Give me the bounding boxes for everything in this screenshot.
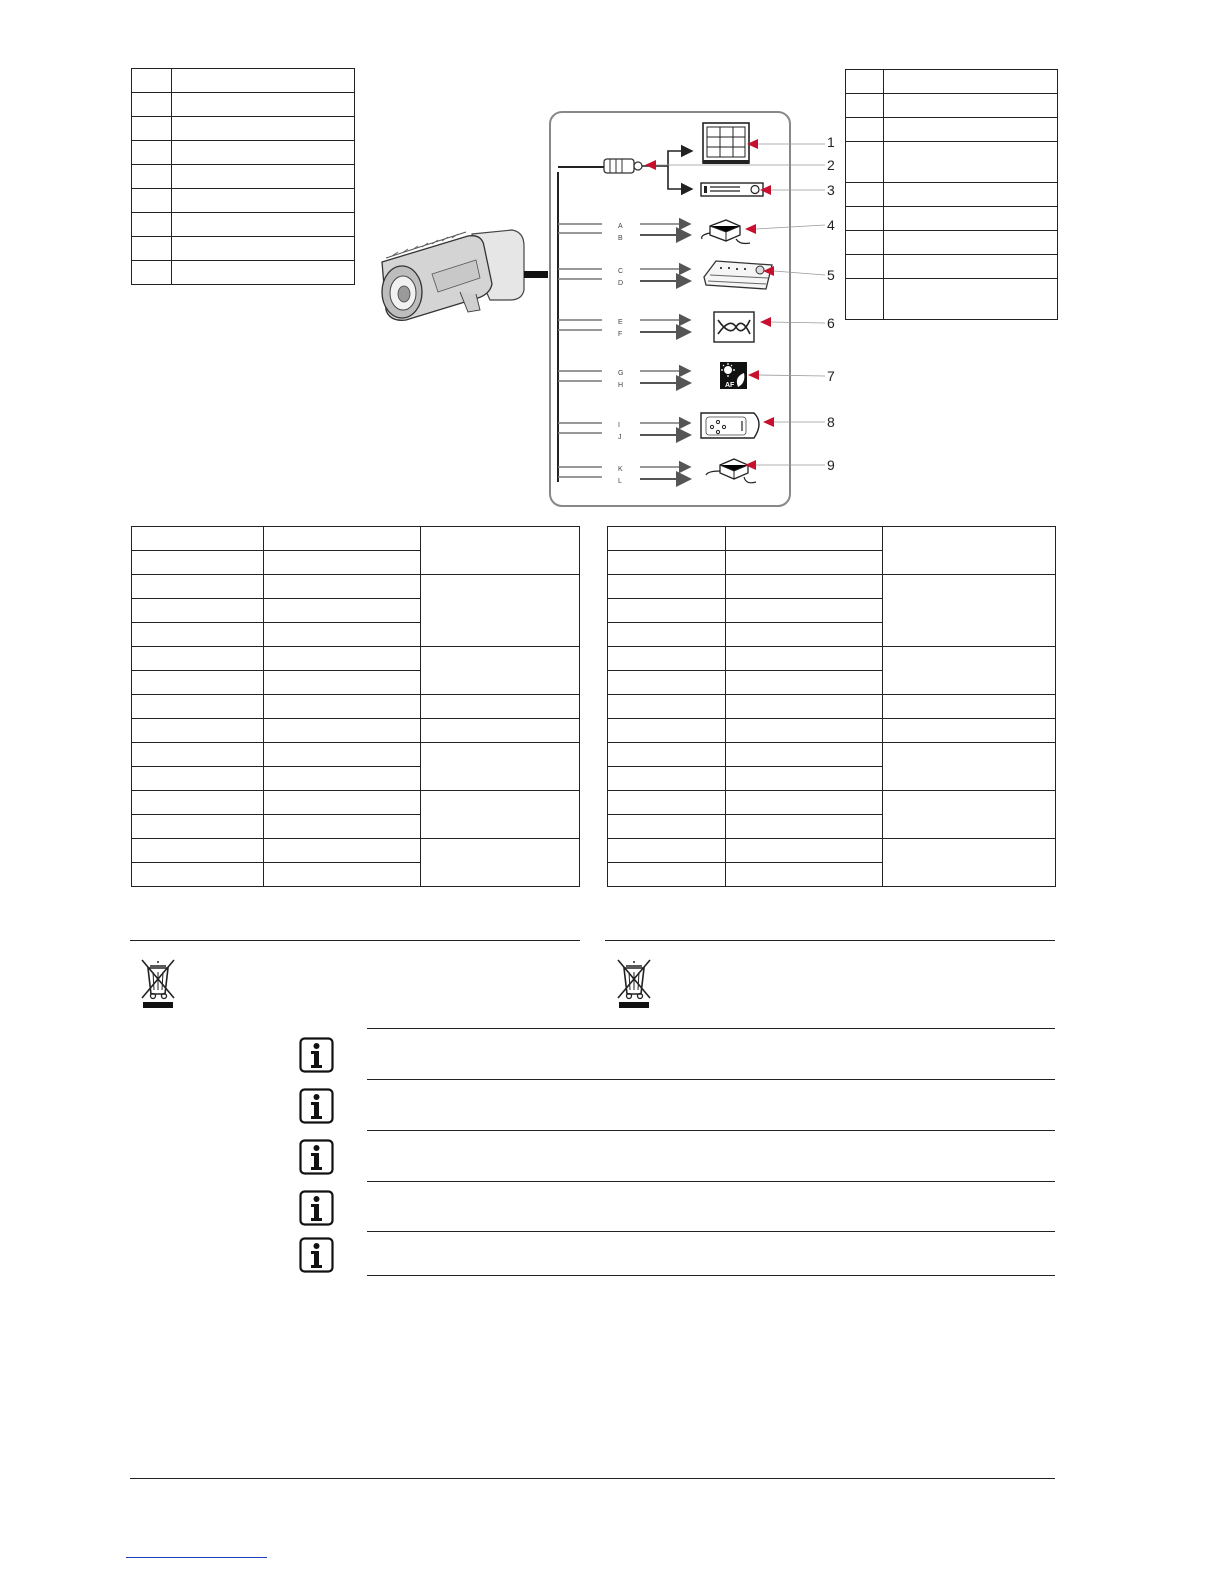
legend-cell: [883, 94, 1057, 118]
footer-divider: [130, 1478, 1055, 1479]
pin-cell: [263, 791, 421, 815]
pin-table-right: [607, 526, 1056, 887]
divider: [367, 1231, 1055, 1232]
legend-cell: [846, 70, 884, 94]
legend-cell: [132, 93, 172, 117]
pin-cell: [263, 623, 421, 647]
pin-cell: [263, 551, 421, 575]
legend-cell: [171, 213, 354, 237]
pin-cell: [725, 647, 883, 671]
pin-cell: [132, 791, 264, 815]
pin-cell: [263, 815, 421, 839]
legend-cell: [132, 141, 172, 165]
wire-letter: E: [618, 319, 623, 326]
legend-cell: [883, 183, 1057, 207]
weee-bin-icon: [138, 956, 178, 1010]
callout-number: 2: [827, 157, 835, 173]
bnc-connector-icon: [604, 159, 642, 173]
pin-group-cell: [421, 743, 580, 791]
legend-cell: [883, 207, 1057, 231]
pin-cell: [263, 863, 421, 887]
pin-cell: [263, 695, 421, 719]
pin-cell: [725, 839, 883, 863]
pin-cell: [263, 839, 421, 863]
legend-cell: [171, 69, 354, 93]
pin-cell: [263, 527, 421, 551]
wire-pair-kl: [558, 467, 690, 479]
legend-cell: [883, 118, 1057, 142]
legend-table-left: [131, 68, 355, 285]
pin-cell: [725, 815, 883, 839]
pin-cell: [725, 671, 883, 695]
pin-cell: [725, 719, 883, 743]
pin-group-cell: [421, 695, 580, 719]
pin-cell: [132, 599, 264, 623]
pin-cell: [132, 623, 264, 647]
pin-cell: [725, 791, 883, 815]
wire-pair-ij: [558, 423, 690, 435]
legend-cell: [171, 93, 354, 117]
wire-pair-cd: [558, 269, 690, 281]
pin-cell: [725, 695, 883, 719]
callout-number: 5: [827, 267, 835, 283]
callout-number: 7: [827, 368, 835, 384]
info-icon: [299, 1037, 334, 1073]
legend-cell: [883, 255, 1057, 279]
pin-cell: [132, 551, 264, 575]
pin-group-cell: [421, 791, 580, 839]
pin-cell: [132, 647, 264, 671]
pin-cell: [608, 791, 726, 815]
wire-letter: K: [618, 466, 623, 473]
pin-cell: [132, 575, 264, 599]
callout-number: 6: [827, 315, 835, 331]
pin-cell: [608, 863, 726, 887]
legend-cell: [883, 142, 1057, 183]
pin-group-cell: [883, 575, 1056, 647]
pin-cell: [608, 743, 726, 767]
wire-letter: A: [618, 223, 623, 230]
callout-number: 3: [827, 182, 835, 198]
remote-control-icon: [701, 413, 759, 438]
pin-cell: [725, 551, 883, 575]
pin-cell: [725, 527, 883, 551]
wire-letter: I: [618, 422, 620, 429]
legend-cell: [171, 165, 354, 189]
wire-pair-ef: [558, 320, 690, 332]
bullet-camera-icon: [372, 222, 552, 332]
pin-group-cell: [883, 647, 1056, 695]
pin-cell: [608, 647, 726, 671]
wire-letter: H: [618, 382, 624, 389]
pin-cell: [132, 695, 264, 719]
pin-cell: [725, 599, 883, 623]
pin-cell: [132, 527, 264, 551]
svg-text:AF: AF: [725, 382, 735, 389]
divider: [367, 1079, 1055, 1080]
legend-cell: [171, 261, 354, 285]
dvr-recorder-icon: [701, 183, 763, 196]
callout-number: 4: [827, 217, 835, 233]
divider: [367, 1130, 1055, 1131]
divider: [130, 940, 580, 941]
legend-cell: [883, 279, 1057, 320]
pin-cell: [132, 767, 264, 791]
callout-number: 8: [827, 414, 835, 430]
pin-group-cell: [421, 575, 580, 647]
pin-cell: [608, 839, 726, 863]
pin-cell: [263, 647, 421, 671]
wire-letter: G: [618, 370, 624, 377]
legend-cell: [132, 69, 172, 93]
pin-cell: [608, 575, 726, 599]
legend-cell: [132, 189, 172, 213]
pin-cell: [725, 743, 883, 767]
pin-cell: [608, 767, 726, 791]
pin-cell: [263, 767, 421, 791]
pin-cell: [608, 719, 726, 743]
pin-cell: [725, 623, 883, 647]
data-wave-icon: [714, 312, 754, 342]
info-icon: [299, 1088, 334, 1124]
pin-cell: [608, 671, 726, 695]
divider: [605, 940, 1055, 941]
pin-table-left: [131, 526, 580, 887]
legend-cell: [132, 237, 172, 261]
pin-group-cell: [421, 719, 580, 743]
pin-group-cell: [421, 527, 580, 575]
pin-group-cell: [883, 527, 1056, 575]
monitor-icon: [703, 123, 749, 164]
legend-table-right: [845, 69, 1058, 320]
pin-cell: [132, 839, 264, 863]
pin-cell: [132, 815, 264, 839]
wire-pair-gh: [558, 371, 690, 383]
pin-cell: [725, 863, 883, 887]
wire-letter: L: [618, 478, 622, 485]
pin-cell: [263, 671, 421, 695]
pin-group-cell: [421, 647, 580, 695]
control-keyboard-icon: [704, 261, 772, 289]
legend-cell: [171, 141, 354, 165]
legend-cell: [132, 117, 172, 141]
pin-cell: [263, 743, 421, 767]
connection-panel: [550, 112, 790, 506]
wire-letter: J: [618, 434, 622, 441]
weee-bin-icon: [614, 956, 654, 1010]
pin-group-cell: [883, 839, 1056, 887]
info-icon: [299, 1237, 334, 1273]
divider: [367, 1275, 1055, 1276]
legend-cell: [883, 70, 1057, 94]
callout-number: 1: [827, 134, 835, 150]
legend-cell: [883, 231, 1057, 255]
pin-group-cell: [883, 695, 1056, 719]
pin-cell: [608, 695, 726, 719]
footer-link[interactable]: [126, 1557, 267, 1558]
pin-cell: [132, 743, 264, 767]
pin-cell: [132, 863, 264, 887]
pin-cell: [608, 815, 726, 839]
wire-letter: F: [618, 331, 623, 338]
legend-cell: [132, 213, 172, 237]
power-adapter-icon: [702, 220, 750, 244]
info-icon: [299, 1139, 334, 1175]
legend-cell: [171, 189, 354, 213]
legend-cell: [132, 261, 172, 285]
legend-cell: [132, 165, 172, 189]
pin-cell: [608, 599, 726, 623]
legend-cell: [171, 237, 354, 261]
pin-cell: [263, 599, 421, 623]
pin-cell: [263, 575, 421, 599]
connection-diagram: [540, 105, 860, 515]
pin-cell: [263, 719, 421, 743]
legend-cell: [171, 117, 354, 141]
wire-letter: D: [618, 280, 624, 287]
day-night-af-icon: [720, 362, 747, 389]
pin-group-cell: [883, 791, 1056, 839]
pin-cell: [725, 575, 883, 599]
pin-cell: [132, 671, 264, 695]
divider: [367, 1181, 1055, 1182]
pin-group-cell: [883, 719, 1056, 743]
pin-cell: [132, 719, 264, 743]
info-icon: [299, 1190, 334, 1226]
wire-letter: B: [618, 235, 623, 242]
pin-group-cell: [883, 743, 1056, 791]
pin-cell: [608, 623, 726, 647]
wire-letter: C: [618, 268, 624, 275]
pin-group-cell: [421, 839, 580, 887]
pin-cell: [608, 527, 726, 551]
power-adapter-icon: [706, 459, 756, 483]
callout-number: 9: [827, 457, 835, 473]
wire-pair-ab: [558, 224, 690, 235]
pin-cell: [608, 551, 726, 575]
pin-cell: [725, 767, 883, 791]
divider: [367, 1028, 1055, 1029]
